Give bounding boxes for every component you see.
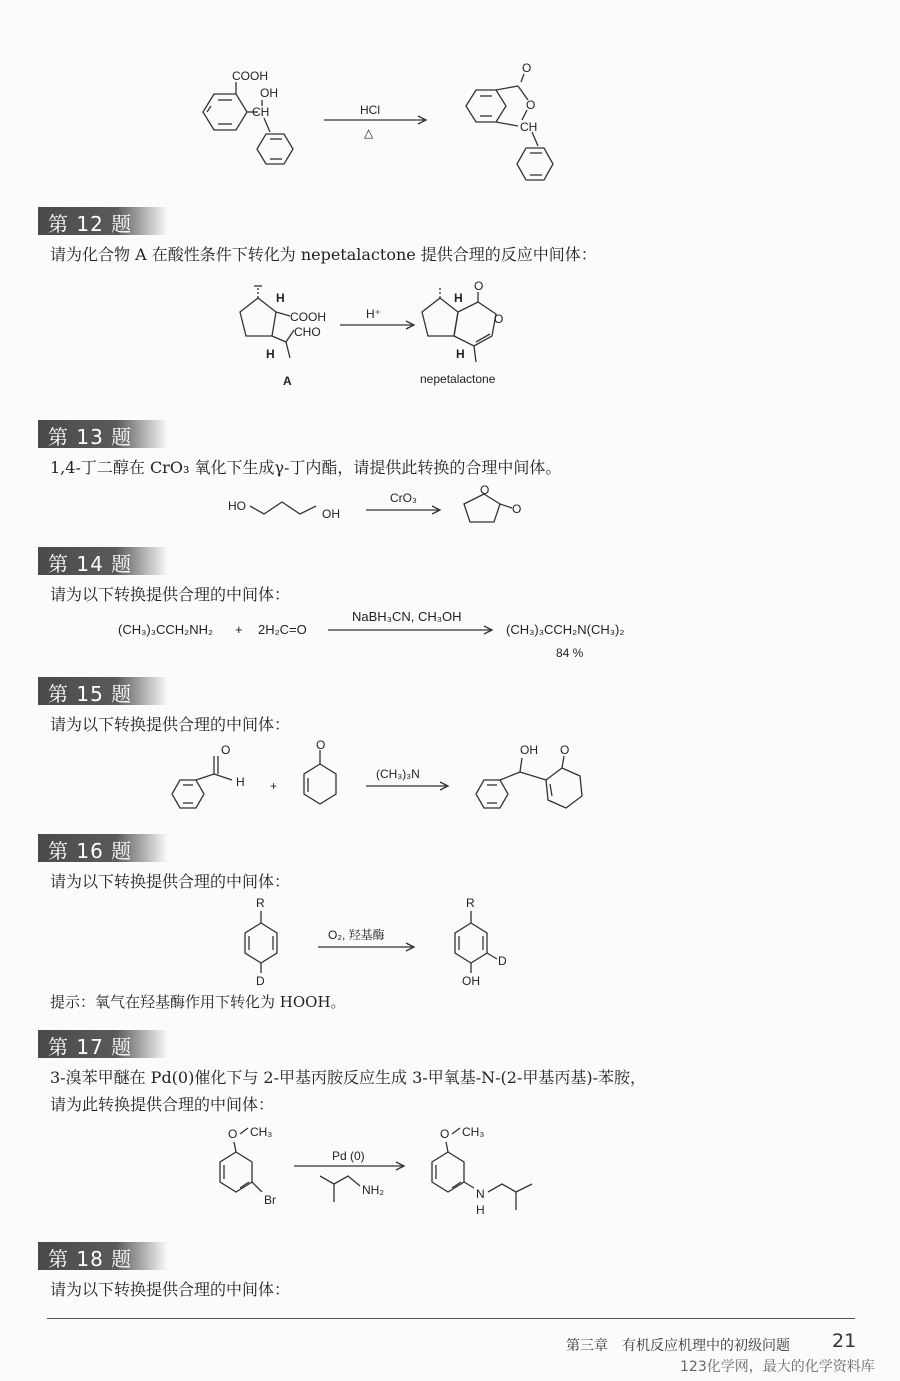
problem-18-header: 第 18 题 [38,1242,168,1270]
reaction-15-scheme [0,740,900,820]
bond [252,1182,262,1192]
methoxy-o-label: O [440,1127,450,1141]
r-label: R [256,896,265,910]
isobutyl-chain [320,1176,334,1202]
cho-bond [286,330,294,342]
cho-label: CHO [294,325,321,339]
methyl-label: CH₃ [250,1125,273,1139]
bond [240,1128,248,1134]
compound-a-label: A [283,374,292,388]
problem-15-header: 第 15 题 [38,677,168,705]
problem-17-text-line1: 3-溴苯甲醚在 Pd(0)催化下与 2-甲基丙胺反应生成 3-甲氧基-N-(2-甲基丙基)-苯胺， [50,1068,646,1087]
problem-13-text: 1,4-丁二醇在 CrO₃ 氧化下生成γ-丁内酯，请提供此转换的合理中间体。 [50,458,562,477]
watermark: 123化学网，最大的化学资料库 [680,1359,875,1375]
problem-15-text: 请为以下转换提供合理的中间体： [50,715,291,734]
carbonyl-bond [500,504,512,508]
cyclohexenone-ring [546,768,582,808]
ketone-o-label: O [316,738,326,752]
benzene-ring [245,923,277,963]
ketone-o-label: O [560,743,570,757]
methyl-label: CH₃ [462,1125,485,1139]
bond [446,1142,448,1152]
oh-label: OH [462,974,480,988]
reaction-11-scheme [0,0,900,200]
cooh-label: COOH [232,69,268,83]
bond [452,1128,460,1134]
plus-sign: + [235,622,243,637]
double-bond [550,784,552,796]
benzene-ring [220,1152,252,1192]
bromo-label: Br [264,1193,276,1207]
problem-16-hint: 提示：氧气在羟基酶作用下转化为 HOOH。 [50,993,346,1011]
reaction-14-scheme [0,605,900,665]
cooh-bond [276,312,290,316]
butanediol-chain [250,502,316,514]
product-name-label: nepetalactone [420,372,496,386]
problem-18-text: 请为以下转换提供合理的中间体： [50,1280,291,1299]
oh-bond [520,758,522,772]
benzene-ring [172,780,204,808]
bond [520,772,546,780]
h-top-label: H [276,291,285,305]
bond [264,118,270,132]
amine-n-label: N [476,1187,485,1201]
h-bottom-label: H [456,347,465,361]
oh-label: OH [520,743,538,757]
problem-16-header: 第 16 题 [38,834,168,862]
problem-14-header: 第 14 题 [38,547,168,575]
d-label: D [498,954,507,968]
lactone-ring [464,494,500,522]
reaction-13-scheme [0,480,900,540]
plus-sign: + [270,779,278,793]
oh-label: OH [260,86,278,100]
methyl-bond [286,342,290,358]
chapter-title: 第三章 有机反应机理中的初级问题 [566,1338,790,1354]
footer-rule [47,1318,855,1319]
benzene-ring [455,923,487,963]
oh-label: OH [322,507,340,521]
bond [464,1182,474,1188]
problem-17-header: 第 17 题 [38,1030,168,1058]
methyl-bond [474,346,476,362]
carbonyl-bond [562,756,564,768]
methoxy-o-label: O [228,1127,238,1141]
ring-o-label: O [480,483,490,497]
side-chain-bond [272,336,286,342]
ch-label: CH [252,105,270,119]
page-number: 21 [832,1330,857,1352]
problem-14-text: 请为以下转换提供合理的中间体： [50,585,291,604]
problem-17-text-line2: 请为此转换提供合理的中间体： [50,1095,275,1114]
product-label: (CH₃)₃CCH₂N(CH₃)₂ [506,622,625,637]
benzene-ring [476,780,508,808]
reactant2-label: 2H₂C=O [258,622,307,637]
reactant1-label: (CH₃)₃CCH₂NH₂ [118,622,214,637]
isobutyl-chain [334,1176,360,1186]
problem-12-text: 请为化合物 A 在酸性条件下转化为 nepetalactone 提供合理的反应中间体： [50,245,597,264]
amine-label: NH₂ [362,1183,384,1197]
cyclopentane-ring [422,298,458,336]
reagent-label: Pd (0) [332,1149,365,1163]
ch-label: CH [520,120,538,134]
double-bond [207,106,211,112]
reagent-label: (CH₃)₃N [376,767,420,781]
bond [196,774,214,780]
yield-label: 84 % [556,646,584,660]
r-label: R [466,896,475,910]
aldehyde-o-label: O [221,743,231,757]
amine-h-label: H [476,1203,485,1217]
reagent-label: CrO₃ [390,491,417,505]
reagent-label: HCl [360,103,380,117]
bond [496,86,518,90]
problem-16-text: 请为以下转换提供合理的中间体： [50,872,291,891]
cooh-label: COOH [290,310,326,324]
carbonyl-o-label: O [512,502,522,516]
reaction-12-scheme [0,270,900,400]
d-label: D [256,974,265,988]
bond [496,122,518,126]
condition-label: △ [364,126,374,140]
isobutyl-chain [488,1184,516,1210]
lactone-ring [454,302,496,346]
problem-12-header: 第 12 题 [38,207,168,235]
isobutyl-chain [516,1184,532,1192]
bond [500,772,520,780]
carbonyl-o-label: O [522,61,532,75]
h-top-label: H [454,291,463,305]
bond [487,953,497,959]
cyclopentane-ring [240,298,276,336]
ring-o-label: O [526,98,536,112]
reagent-label: O₂, 羟基酶 [328,928,385,942]
bond [521,74,524,82]
ho-label: HO [228,499,246,513]
bond [234,1142,236,1152]
bond [214,774,232,780]
problem-13-header: 第 13 题 [38,420,168,448]
bond [532,132,538,146]
aldehyde-h-label: H [236,775,245,789]
benzene-ring [466,90,506,122]
cyclohexenone-ring [304,764,336,804]
ring-o-label: O [494,312,504,326]
carbonyl-o-label: O [474,279,484,293]
h-bottom-label: H [266,347,275,361]
reagent-label: H⁺ [366,307,381,321]
reagent-label: NaBH₃CN, CH₃OH [352,609,462,624]
reaction-17-scheme [0,1120,900,1220]
reaction-16-scheme [0,893,900,993]
benzene-ring [432,1152,464,1192]
